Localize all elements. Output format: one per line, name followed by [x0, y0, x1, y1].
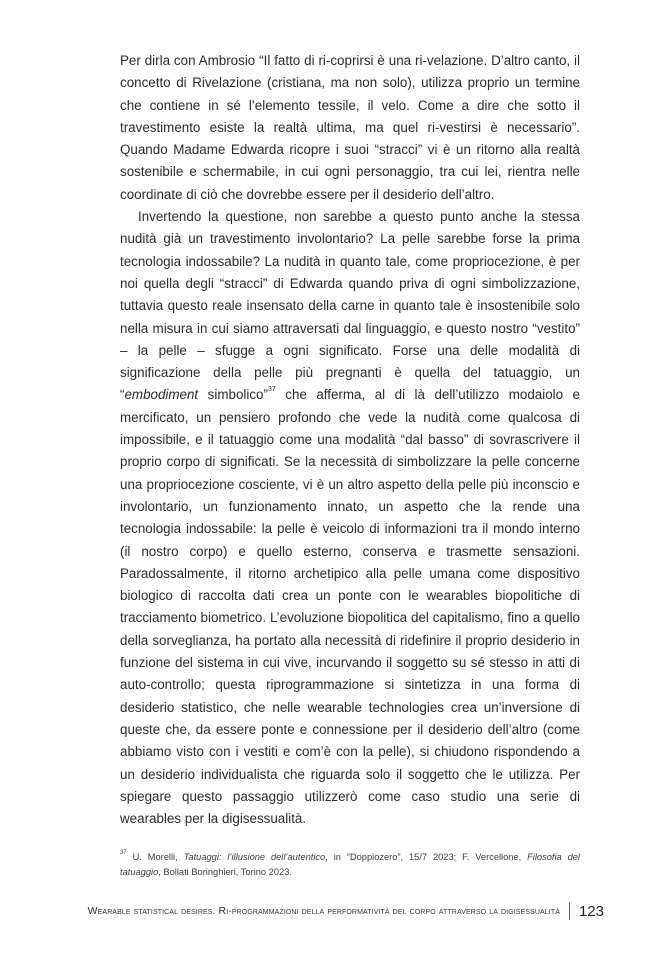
footnote	[120, 850, 580, 880]
paragraph-2-part-c: che afferma, al di là dell’utilizzo modaiolo e mercificato, un pensiero profondo che vede la nudità come qualcosa di impossibile, e il tatuaggio come una modalità “dal basso” di sovrascrivere il proprio corpo di significati. Se la necessità di simbolizzare la pelle concerne una propriocezione cosciente, vi è un altro aspetto della pelle più inconscio e involontario, un funzionamento innato, un aspetto che la rende una tecnologia indossabile: la pelle è veicolo di informazioni tra il mondo interno (il nostro corpo) e quello esterno, conserva e trasmette sensazioni. Paradossalmente, il ritorno archetipico alla pelle umana come dispositivo biologico di raccolta dati crea un ponte con le wearables biopolitiche di tracciamento biometrico. L’evoluzione biopolitica del capitalismo, fino a quello della sorveglianza, ha portato alla necessità di ridefinire il proprio desiderio in funzione del sistema in cui vive, incurvando il soggetto su sé stesso in atti di auto-controllo; questa riprogrammazione si sintetizza in una forma di desiderio statistico, che nelle wearable technologies crea un’inversione di queste che, da essere ponte e connessione per il desiderio dell’altro (come abbiamo visto con i vestiti e com’è con la pelle), si chiudono rispondendo a un desiderio individualista che riguarda solo il soggetto che le utilizza. Per spiegare questo passaggio utilizzerò come caso studio una serie di wearables per la digisessualità.	[120, 387, 581, 827]
footnote-title-2: Filosofia del tatuaggio	[120, 852, 580, 877]
paragraph-2	[120, 206, 580, 830]
footnote-reference[interactable]: 37	[267, 386, 276, 394]
footnote-text-a: U. Morelli,	[126, 852, 184, 862]
footnote-number: 37	[120, 850, 127, 856]
paragraph-2-part-b: simbolico”	[198, 387, 268, 403]
body-text	[120, 50, 580, 830]
footnote-text-b: , in “Doppiozero”, 15/7 2023; F. Vercellone,	[325, 852, 528, 862]
page-number: 123	[578, 902, 604, 920]
embodiment-term: embodiment	[124, 387, 199, 403]
paragraph-2-part-a: Invertendo la questione, non sarebbe a questo punto anche la stessa nudità già un travestimento involontario? La pelle sarebbe forse la prima tecnologia indossabile? La nudità in quanto tale, come propriocezione, è per noi quella degli “stracci” di Edwarda quando priva di ogni simbolizzazione, tuttavia questo reale insensato della carne in quanto tale è insostenibile solo nella misura in cui siamo attraversati dal linguaggio, e questo nostro “vestito” – la pelle – sfugge a ogni significato. Forse una delle modalità di significazione della pelle più pregnanti è quella del tatuaggio, un “	[120, 209, 580, 403]
footnote-title-1: Tatuaggi: l’illusione dell’autentico	[183, 852, 326, 862]
footnote-text-c: , Bollati Boringhieri, Torino 2023.	[158, 867, 292, 877]
running-title: Wearable statistical desires. Ri-programmazioni della performatività del corpo attraverso la digisessualità	[87, 905, 560, 917]
footer-divider	[569, 902, 570, 920]
page-footer	[88, 900, 604, 922]
paragraph-1: Per dirla con Ambrosio “Il fatto di ri-coprirsi è una ri-velazione. D’altro canto, il concetto di Rivelazione (cristiana, ma non solo), utilizza proprio un termine che contiene in sé l’elemento tessile, il velo. Come a dire che sotto il travestimento esiste la realtà ultima, ma quel ri-vestirsi è necessario”. Quando Madame Edwarda ricopre i suoi “stracci” vi è un ritorno alla realtà sostenibile e schermabile, in cui ogni personaggio, tra cui lei, rientra nelle coordinate di ciò che dovrebbe essere per il desiderio dell’altro.	[120, 53, 580, 202]
